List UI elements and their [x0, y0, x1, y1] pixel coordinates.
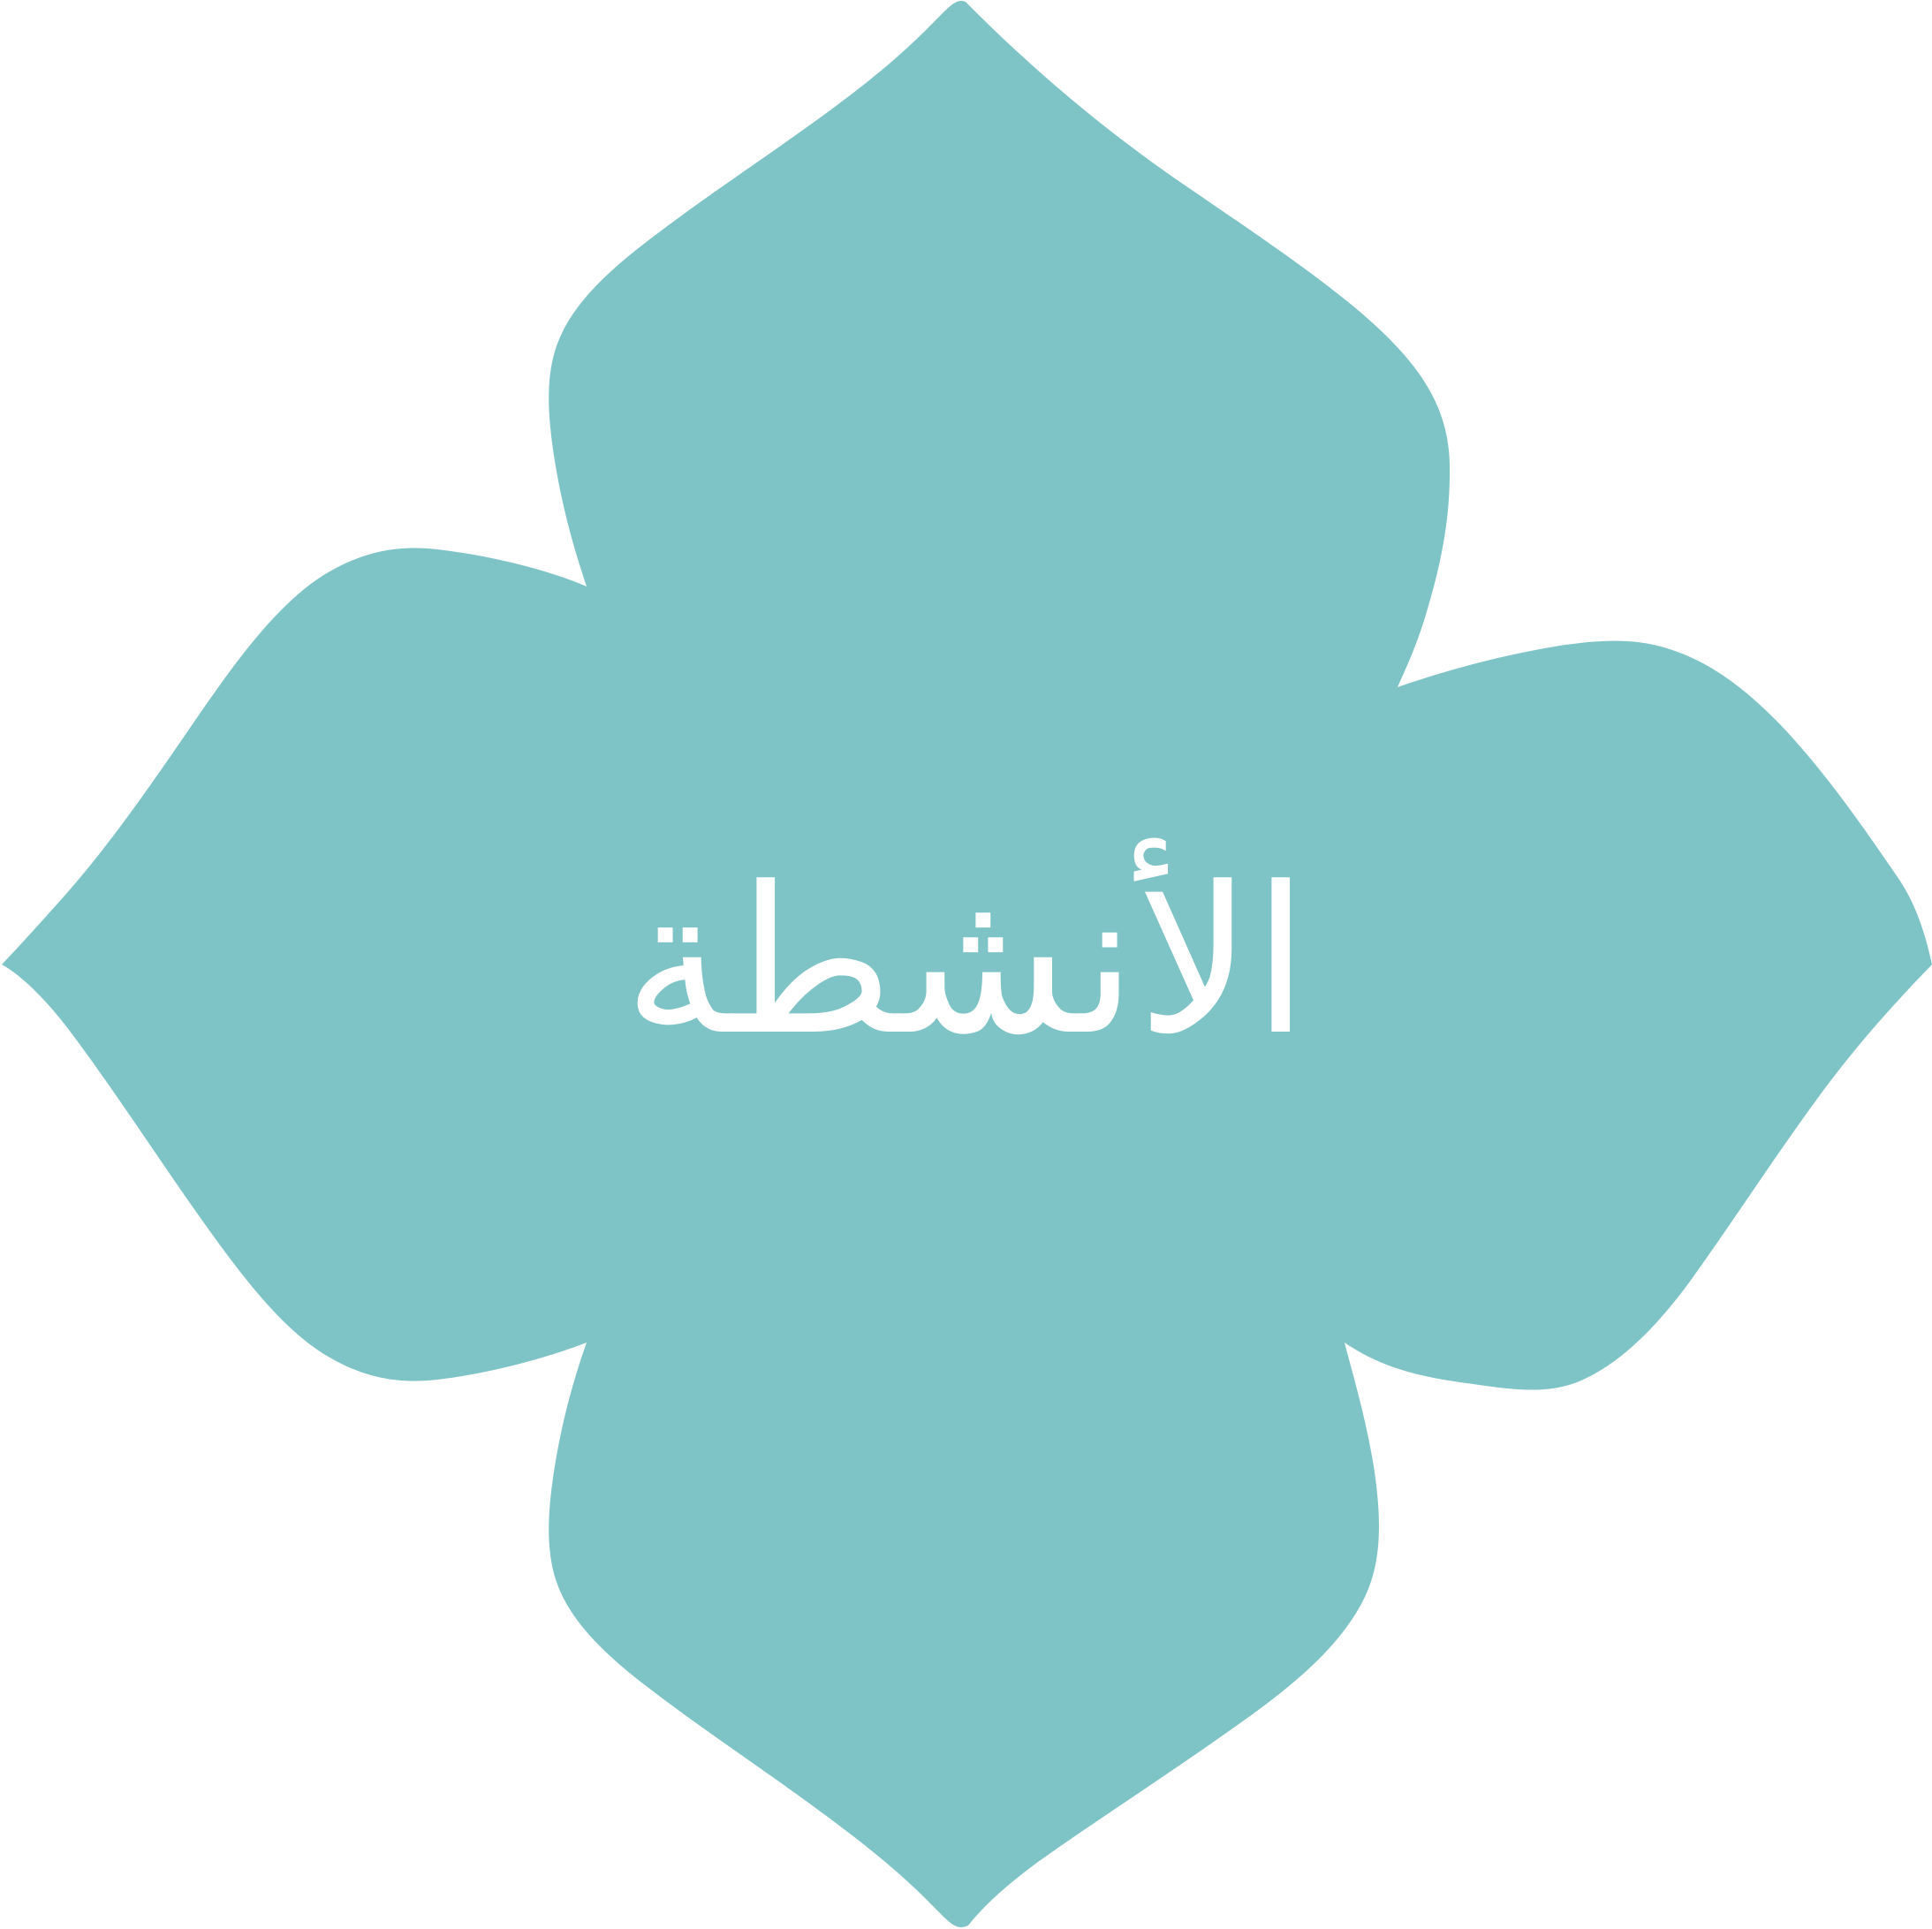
badge-title: الأنشطة	[623, 844, 1309, 1080]
